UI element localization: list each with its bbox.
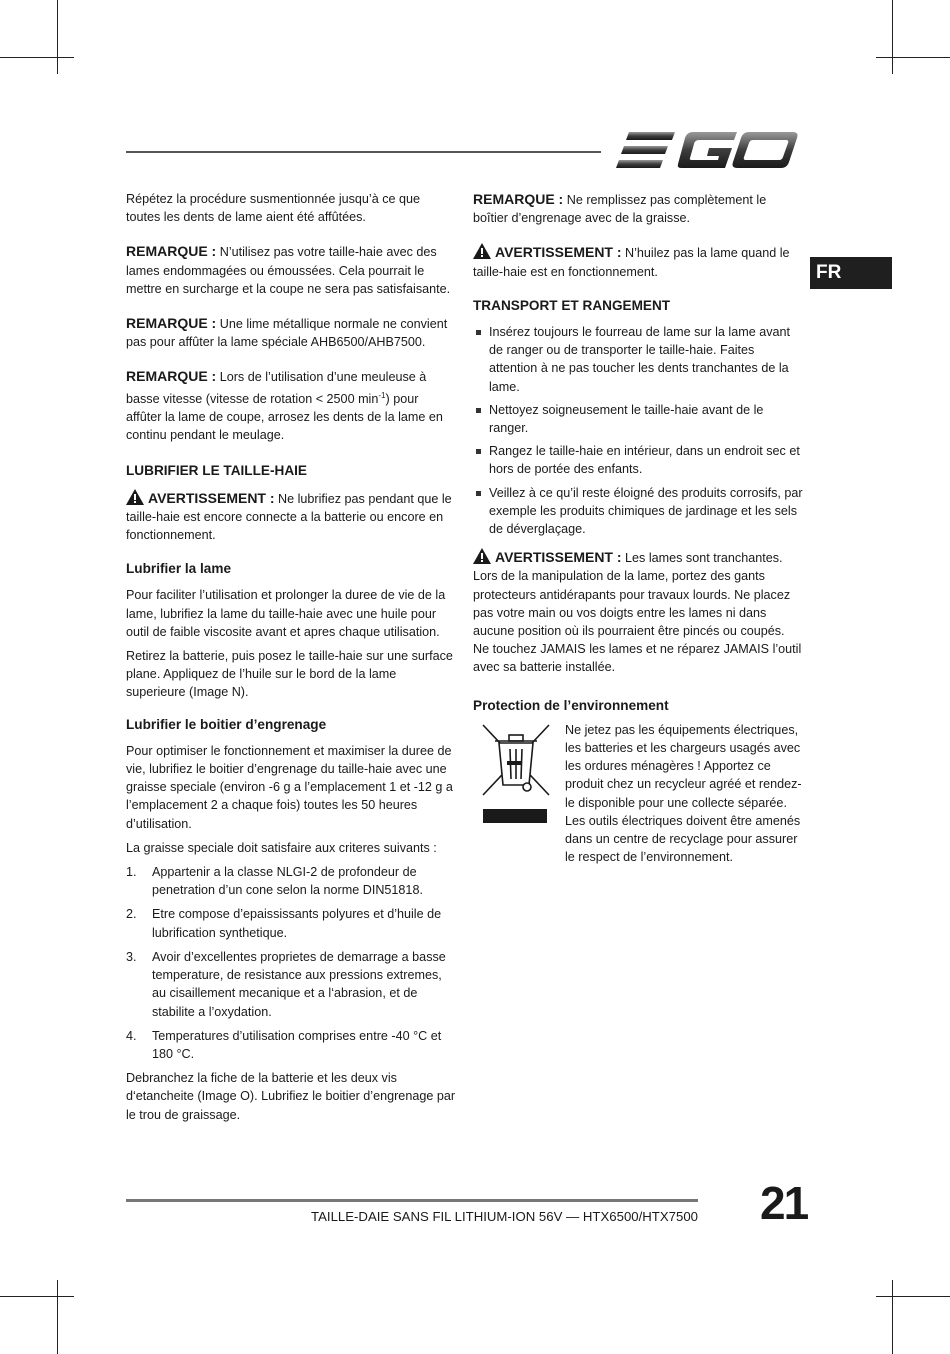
warning-triangle-icon — [473, 243, 491, 259]
note-text: Ne remplissez pas complètement le boîtier d’engrenage avec de la graisse. — [473, 193, 767, 226]
note-text: ) pour affûter la lame de coupe, arrosez les dents de la lame en continu pendant le meulage. — [126, 391, 443, 443]
warning — [126, 489, 456, 545]
paragraph: Retirez la batterie, puis posez le taille-haie sur une surface plane. Appliquez de l’huile sur le bord de la lame superieure (Image N). — [126, 649, 453, 700]
superscript: -1 — [378, 390, 386, 400]
note-keyword: REMARQUE : — [473, 191, 564, 207]
warning-keyword: AVERTISSEMENT : — [495, 244, 622, 261]
note — [126, 242, 456, 298]
warning-triangle-icon — [126, 489, 144, 505]
crop-mark — [892, 1280, 893, 1354]
ego-logo — [615, 128, 800, 174]
left-column — [126, 190, 456, 1130]
bullet-square-icon — [476, 408, 481, 413]
page-number: 21 — [760, 1177, 808, 1229]
language-tab: FR — [810, 257, 892, 289]
weee-symbol — [473, 721, 553, 867]
list-text: Avoir d’excellentes proprietes de demarrage a basse temperature, de resistance aux pressions extremes, au cisaillement mecanique et a l‘abrasion, et de stabilite a l’oxydation. — [152, 949, 446, 1019]
bullet-square-icon — [476, 491, 481, 496]
note-text: N’utilisez pas votre taille-haie avec des lames endommagées ou émoussées. Cela pourrait le mettre en surcharge et la coupe ne sera pas satisfaisante. — [126, 245, 451, 296]
crop-mark — [876, 1296, 950, 1297]
warning-keyword: AVERTISSEMENT : — [148, 489, 275, 506]
footer-title: TAILLE-DAIE SANS FIL LITHIUM-ION 56V — HTX6500/HTX7500 — [311, 1209, 698, 1224]
warning-text: Ne lubrifiez pas pendant que le taille-haie est encore connecte a la batterie ou encore en fonctionnement. — [126, 491, 452, 543]
right-column — [473, 190, 803, 867]
list-item — [473, 323, 803, 396]
environment-block — [473, 721, 803, 867]
list-item — [473, 401, 803, 437]
list-text: Appartenir a la classe NLGI-2 de profondeur de penetration d’un cone selon la norme DIN51818. — [152, 865, 423, 898]
section-heading: LUBRIFIER LE TAILLE-HAIE — [126, 463, 307, 479]
subheading: Lubrifier le boitier d’engrenage — [126, 716, 327, 732]
subheading: Protection de l’environnement — [473, 697, 669, 713]
list-item — [473, 442, 803, 478]
note-text: Une lime métallique normale ne convient pas pour affûter la lame spéciale AHB6500/AHB7500. — [126, 317, 448, 350]
list-text: Nettoyez soigneusement le taille-haie avant de le ranger. — [489, 402, 764, 436]
warning — [473, 548, 803, 676]
note-keyword: REMARQUE : — [126, 368, 217, 385]
crop-mark — [57, 0, 58, 74]
crop-mark — [57, 1280, 58, 1354]
warning — [473, 243, 803, 280]
note — [126, 314, 456, 351]
list-number: 1. — [126, 865, 137, 880]
crop-mark — [892, 0, 893, 74]
warning-text: N’huilez pas la lame quand le taille-haie est en fonctionnement. — [473, 246, 790, 279]
subheading: Lubrifier la lame — [126, 561, 232, 577]
list-number: 3. — [126, 949, 137, 964]
crossed-out-bin-icon — [477, 721, 553, 829]
crop-mark — [876, 57, 950, 58]
note — [126, 367, 456, 444]
crop-mark — [0, 1296, 74, 1297]
bullet-square-icon — [476, 449, 481, 454]
list-item — [126, 1027, 456, 1063]
list-text: Insérez toujours le fourreau de lame sur la lame avant de ranger ou de transporter le taille-haie. Faites attention à ne pas toucher les dents tranchantes de la lame. — [489, 325, 791, 394]
crop-mark — [0, 57, 74, 58]
storage-list — [473, 323, 803, 538]
footer-rule — [126, 1199, 698, 1202]
list-item — [126, 948, 456, 1021]
environment-text: Ne jetez pas les équipements électriques, les batteries et les chargeurs usagés avec les ordures ménagères ! Apportez ce produit chez un recycleur agréé et rendez-le disponible pour une collecte séparée. Les outils électriques doivent être amenés dans un centre de recyclage pour assurer le respect de l’environnement. — [565, 722, 802, 865]
section-heading: TRANSPORT ET RANGEMENT — [473, 297, 671, 313]
paragraph: La graisse speciale doit satisfaire aux criteres suivants : — [126, 840, 437, 855]
note-text: Lors de l’utilisation d’une meuleuse à basse vitesse (vitesse de rotation < 2500 min — [126, 370, 427, 406]
note — [473, 190, 803, 227]
list-text: Rangez le taille-haie en intérieur, dans un endroit sec et hors de portée des enfants. — [489, 444, 800, 477]
note-keyword: REMARQUE : — [126, 243, 217, 260]
list-item — [126, 863, 456, 899]
list-text: Temperatures d’utilisation comprises entre -40 °C et 180 °C. — [152, 1028, 442, 1061]
paragraph: Répétez la procédure susmentionnée jusqu’à ce que toutes les dents de lame aient été affûtées. — [126, 192, 421, 225]
header-rule — [126, 151, 601, 153]
paragraph: Debranchez la fiche de la batterie et les deux vis d‘etancheite (Image O). Lubrifiez le boitier d’engrenage par le trou de graissage. — [126, 1071, 456, 1122]
warning-keyword: AVERTISSEMENT : — [495, 549, 622, 566]
list-item — [473, 484, 803, 539]
warning-text: Les lames sont tranchantes. Lors de la manipulation de la lame, portez des gants protecteurs antidérapants pour travaux lourds. Ne placez pas votre main ou vos doigts entre les lames ni dans aucune position où ils pourraient être pincés ou coupés. Ne touchez JAMAIS les lames et ne réparez JAMAIS l’outil avec sa batterie installée. — [473, 551, 802, 675]
list-number: 2. — [126, 907, 137, 922]
list-text: Etre compose d’epaississants polyures et d’huile de lubrification synthetique. — [152, 907, 442, 940]
paragraph: Pour faciliter l’utilisation et prolonger la duree de vie de la lame, lubrifiez la lame du taille-haie avec une huile pour outil de faible viscosite avant et apres chaque utilisation. — [126, 588, 446, 639]
note-keyword: REMARQUE : — [126, 315, 217, 332]
bullet-square-icon — [476, 330, 481, 335]
list-text: Veillez à ce qu’il reste éloigné des produits corrosifs, par exemple les produits chimiques de jardinage et les sels de déverglaçage. — [489, 485, 803, 537]
criteria-list — [126, 863, 456, 1063]
list-number: 4. — [126, 1028, 137, 1043]
warning-triangle-icon — [473, 548, 491, 564]
paragraph: Pour optimiser le fonctionnement et maximiser la duree de vie, lubrifiez le boitier d’engrenage du taille-haie avec une graisse speciale (environ -6 g a l’emplacement 1 et -12 g a l’emplacement 2 a chaque fois) toutes les 50 heures d’utilisation. — [126, 743, 453, 831]
list-item — [126, 905, 456, 941]
